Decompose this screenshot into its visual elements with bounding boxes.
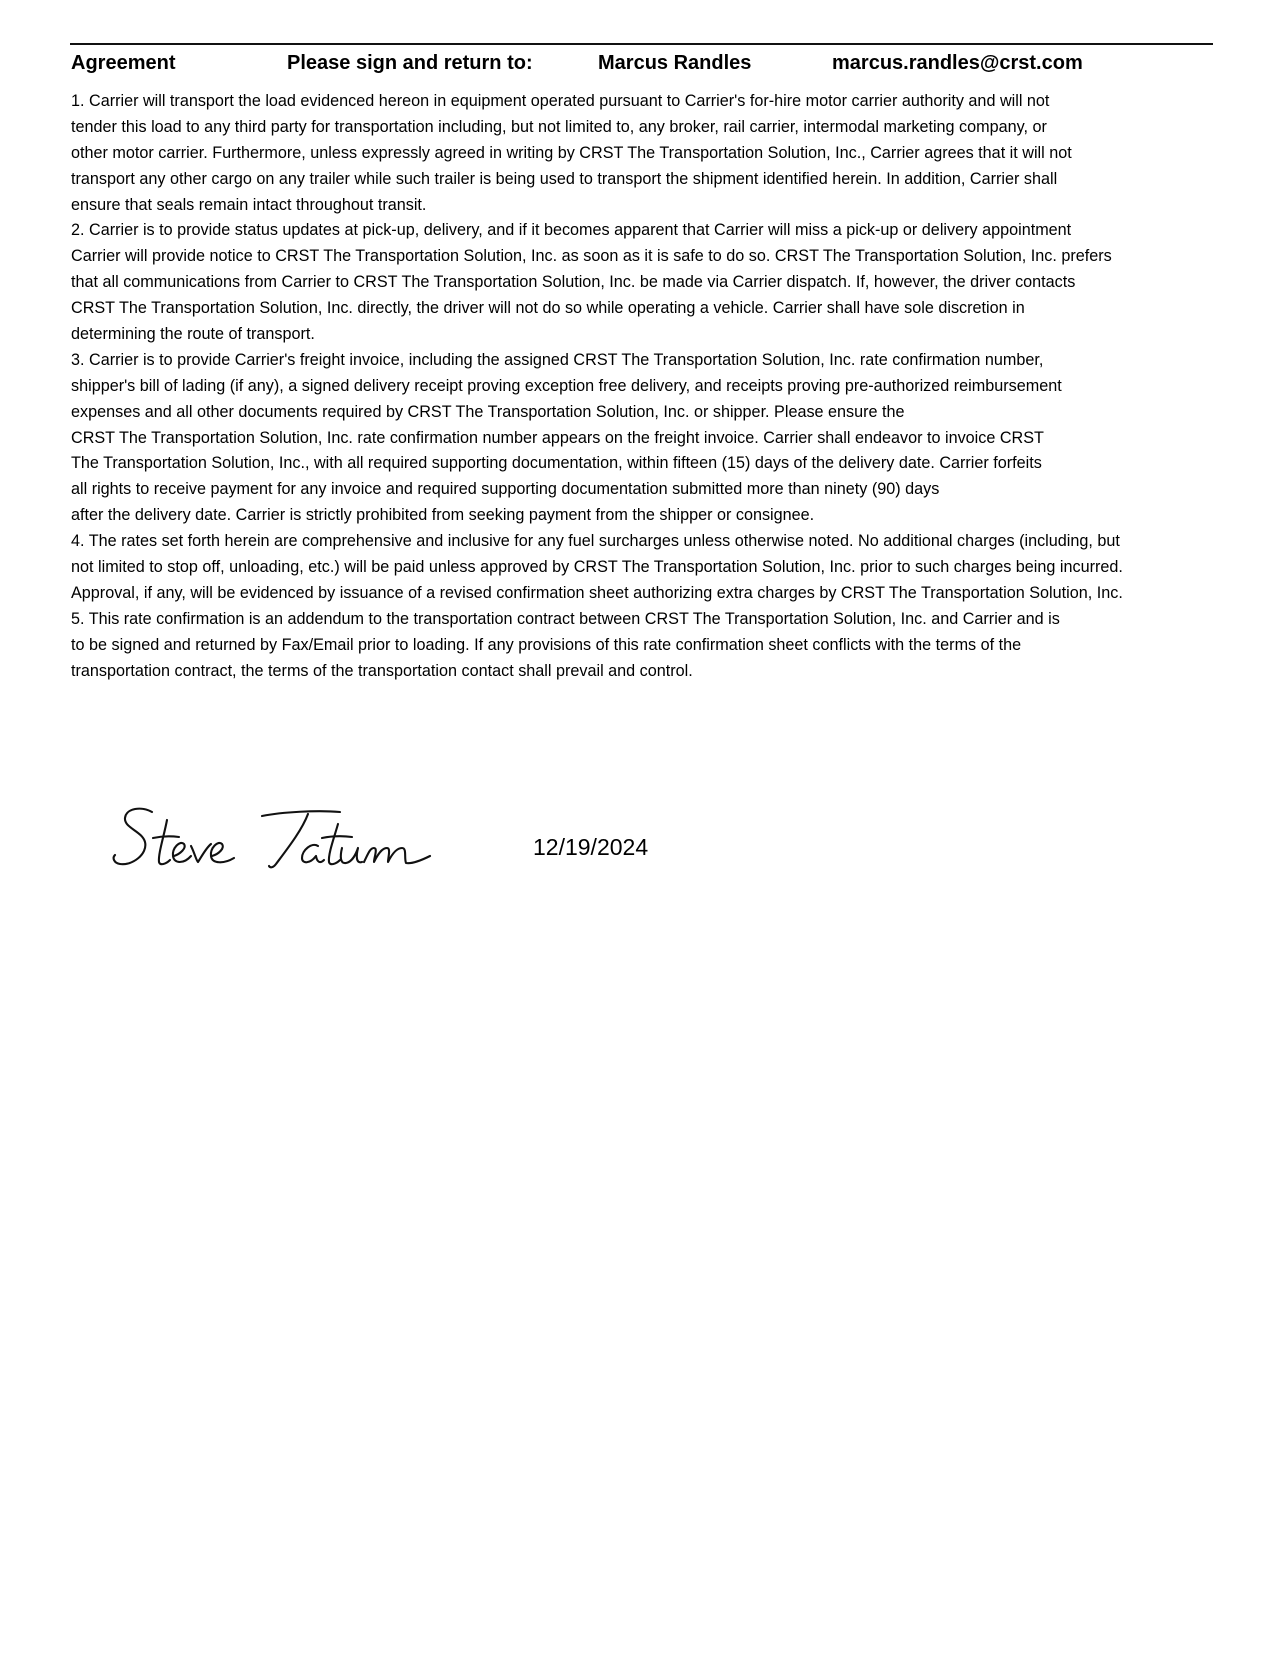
terms-line: transport any other cargo on any trailer while such trailer is being used to transport the shipment identified herein. In addition, Carrier shall [71,169,1058,188]
terms-line: CRST The Transportation Solution, Inc. directly, the driver will not do so while operating a vehicle. Carrier shall have sole discretion in [71,299,1025,318]
terms-line: 4. The rates set forth herein are comprehensive and inclusive for any fuel surcharges unless otherwise noted. No additional charges (including, but [71,532,1120,551]
terms-line: expenses and all other documents required by CRST The Transportation Solution, Inc. or shipper. Please ensure the [71,402,905,421]
terms-line: 1. Carrier will transport the load evidenced hereon in equipment operated pursuant to Carrier's for-hire motor carrier authority and will not [71,92,1050,110]
terms-line: ensure that seals remain intact throughout transit. [71,195,427,214]
terms-text [71,89,1231,684]
terms-line: shipper's bill of lading (if any), a signed delivery receipt proving exception free delivery, and receipts proving pre-authorized reimbursement [71,376,1062,395]
terms-line: Approval, if any, will be evidenced by issuance of a revised confirmation sheet authorizing extra charges by CRST The Transportation Solution, Inc. [71,583,1123,602]
return-instruction: Please sign and return to: [287,52,533,74]
contact-email: marcus.randles@crst.com [832,52,1083,74]
terms-line: CRST The Transportation Solution, Inc. rate confirmation number appears on the freight invoice. Carrier shall endeavor to invoice CRST [71,428,1044,447]
terms-line: all rights to receive payment for any invoice and required supporting documentation submitted more than ninety (90) days [71,480,940,499]
terms-line: 2. Carrier is to provide status updates at pick-up, delivery, and if it becomes apparent that Carrier will miss a pick-up or delivery appointment [71,221,1072,240]
terms-line: that all communications from Carrier to CRST The Transportation Solution, Inc. be made via Carrier dispatch. If, however, the driver contacts [71,273,1076,292]
signature-date: 12/19/2024 [533,834,649,860]
terms-line: determining the route of transport. [71,325,315,344]
terms-line: other motor carrier. Furthermore, unless expressly agreed in writing by CRST The Transportation Solution, Inc., Carrier agrees that it will not [71,143,1072,162]
header-divider [70,43,1213,45]
terms-line: not limited to stop off, unloading, etc.) will be paid unless approved by CRST The Transportation Solution, Inc. prior to such charges being incurred. [71,558,1123,577]
terms-line: The Transportation Solution, Inc., with all required supporting documentation, within fifteen (15) days of the delivery date. Carrier forfeits [71,454,1042,473]
terms-line: Carrier will provide notice to CRST The Transportation Solution, Inc. as soon as it is safe to do so. CRST The Transportation Solution, Inc. prefers [71,247,1112,266]
terms-line: 5. This rate confirmation is an addendum to the transportation contract between CRST The Transportation Solution, Inc. and Carrier and is [71,609,1060,628]
terms-line: transportation contract, the terms of the transportation contact shall prevail and control. [71,661,693,680]
terms-line: 3. Carrier is to provide Carrier's freight invoice, including the assigned CRST The Transportation Solution, Inc. rate confirmation number, [71,350,1044,369]
terms-line: to be signed and returned by Fax/Email prior to loading. If any provisions of this rate confirmation sheet conflicts with the terms of the [71,635,1022,654]
terms-line: tender this load to any third party for transportation including, but not limited to, any broker, rail carrier, intermodal marketing company, or [71,117,1047,136]
handwritten-signature [112,806,446,880]
agreement-title: Agreement [71,52,176,74]
terms-line: after the delivery date. Carrier is strictly prohibited from seeking payment from the shipper or consignee. [71,506,815,525]
agreement-header [71,50,1221,76]
contact-name: Marcus Randles [598,52,752,74]
